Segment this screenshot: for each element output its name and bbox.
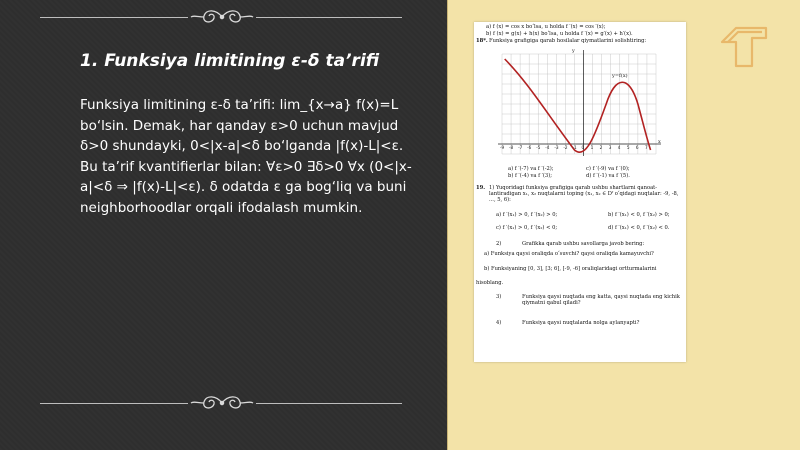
graph-x-axis-label: x: [658, 139, 661, 145]
graph-x-tick-label: 1: [590, 145, 594, 150]
graph-curve-label: y=f(x): [612, 73, 628, 79]
graph-y-axis-label: y: [572, 48, 575, 54]
doc-condition-d: d) f ′(x₁) < 0, f ′(x₂) < 0.: [608, 225, 670, 231]
doc-q4-number: 4): [496, 320, 502, 326]
doc-answer-c: c) f ′(-9) va f ′(0);: [586, 166, 630, 172]
top-divider-left: [40, 17, 188, 18]
doc-line-a: a) f (x) = cos x bo‘lsa, u holda f ′(x) = cos ′(x);: [486, 24, 606, 30]
top-divider-right: [256, 17, 402, 18]
doc-q2b-cont: hisoblang.: [476, 280, 504, 286]
graph-x-tick-label: -1: [572, 145, 577, 150]
graph-x-tick-label: -8: [509, 145, 514, 150]
doc-condition-c: c) f ′(x₁) > 0, f ′(x₂) < 0;: [496, 225, 558, 231]
graph-x-tick-label: 2: [599, 145, 603, 150]
slide-body-text: Funksiya limitining ε-δ ta’rifi: lim_{x→a} f(x)=L bo‘lsin. Demak, har qanday ε>0 uchun mavjud δ>0 shundayki, 0<|x-a|<δ bo‘lganda |f(x)-L|<ε. Bu ta’rif kvantifierlar bilan: ∀ε>0 ∃δ>0 ∀x (0<|x-a|<δ ⇒ |f(x)-L|<ε). δ odatda ε ga bog‘liq va buni neighborhoodlar orqali ifodalash mumkin.: [80, 97, 412, 216]
graph-x-tick-label: -9: [500, 145, 505, 150]
bottom-ornament-icon: [190, 392, 254, 414]
textbook-page-image: [474, 22, 686, 362]
graph-x-tick-label: -5: [536, 145, 541, 150]
graph-x-tick-label: 3: [608, 145, 612, 150]
function-graph: [494, 46, 664, 162]
doc-line-b: b) f (x) = g(x) + h(x) bo‘lsa, u holda f ′(x) = g′(x) + h′(x).: [486, 31, 633, 37]
doc-task18-text: Funksiya grafigiga qarab hosilalar qiymatlarini solishtiring:: [489, 38, 647, 44]
doc-q3-text: Funksiya qaysi nuqtada eng katta, qaysi nuqtada eng kichik qiymatni qabul qiladi?: [522, 294, 680, 306]
slide-title: 1. Funksiya limitining ε-δ ta’rifi: [80, 51, 380, 71]
doc-q2a: a) Funksiya qaysi oraliqda o‘suvchi? qaysi oraliqda kamayuvchi?: [484, 251, 654, 257]
doc-answer-b: b) f ′(-4) va f ′(3);: [508, 173, 553, 179]
doc-condition-a: a) f ′(x₁) > 0, f ′(x₂) > 0;: [496, 212, 558, 218]
doc-answer-a: a) f ′(-7) va f ′(-2);: [508, 166, 554, 172]
doc-q2b: b) Funksiyaning [0, 3], [3; 6], [-9, -6] oraliqlaridagi ortturmalarini: [484, 266, 657, 272]
graph-x-tick-label: -4: [545, 145, 550, 150]
doc-q3-number: 3): [496, 294, 502, 300]
graph-x-tick-label: 0: [581, 145, 585, 150]
graph-x-tick-label: -7: [518, 145, 523, 150]
graph-x-tick-label: -3: [554, 145, 559, 150]
doc-task19-number: 19.: [476, 185, 486, 191]
graph-x-tick-label: -2: [563, 145, 568, 150]
doc-q2-number: 2): [496, 241, 502, 247]
graph-x-tick-label: 6: [635, 145, 639, 150]
graph-x-tick-label: 4: [617, 145, 621, 150]
top-ornament-icon: [190, 6, 254, 28]
doc-answer-d: d) f ′(-1) va f ′(5).: [586, 173, 630, 179]
doc-task18-number: 18*.: [476, 38, 488, 44]
bottom-divider-right: [256, 403, 402, 404]
doc-q2-text: Grafikka qarab ushbu savollarga javob bering:: [522, 241, 645, 247]
graph-x-tick-label: 7: [644, 145, 648, 150]
graph-x-tick-label: 5: [626, 145, 630, 150]
doc-q4-text: Funksiya qaysi nuqtalarda nolga aylanyapti?: [522, 320, 640, 326]
corner-decoration-icon: [716, 18, 774, 74]
doc-condition-b: b) f ′(x₁) < 0, f ′(x₂) > 0;: [608, 212, 670, 218]
bottom-divider-left: [40, 403, 188, 404]
graph-x-tick-label: -6: [527, 145, 532, 150]
doc-task19-text: 1) Yuqoridagi funksiya grafigiga qarab ushbu shartlarni qanoat-lantiradigan x₁, x₂ nuqtalarni toping (x₁, x₂ ∈ Dᶠ o‘qidagi nuqtalar: -9, -8, ..., 5, 6):: [489, 185, 679, 203]
